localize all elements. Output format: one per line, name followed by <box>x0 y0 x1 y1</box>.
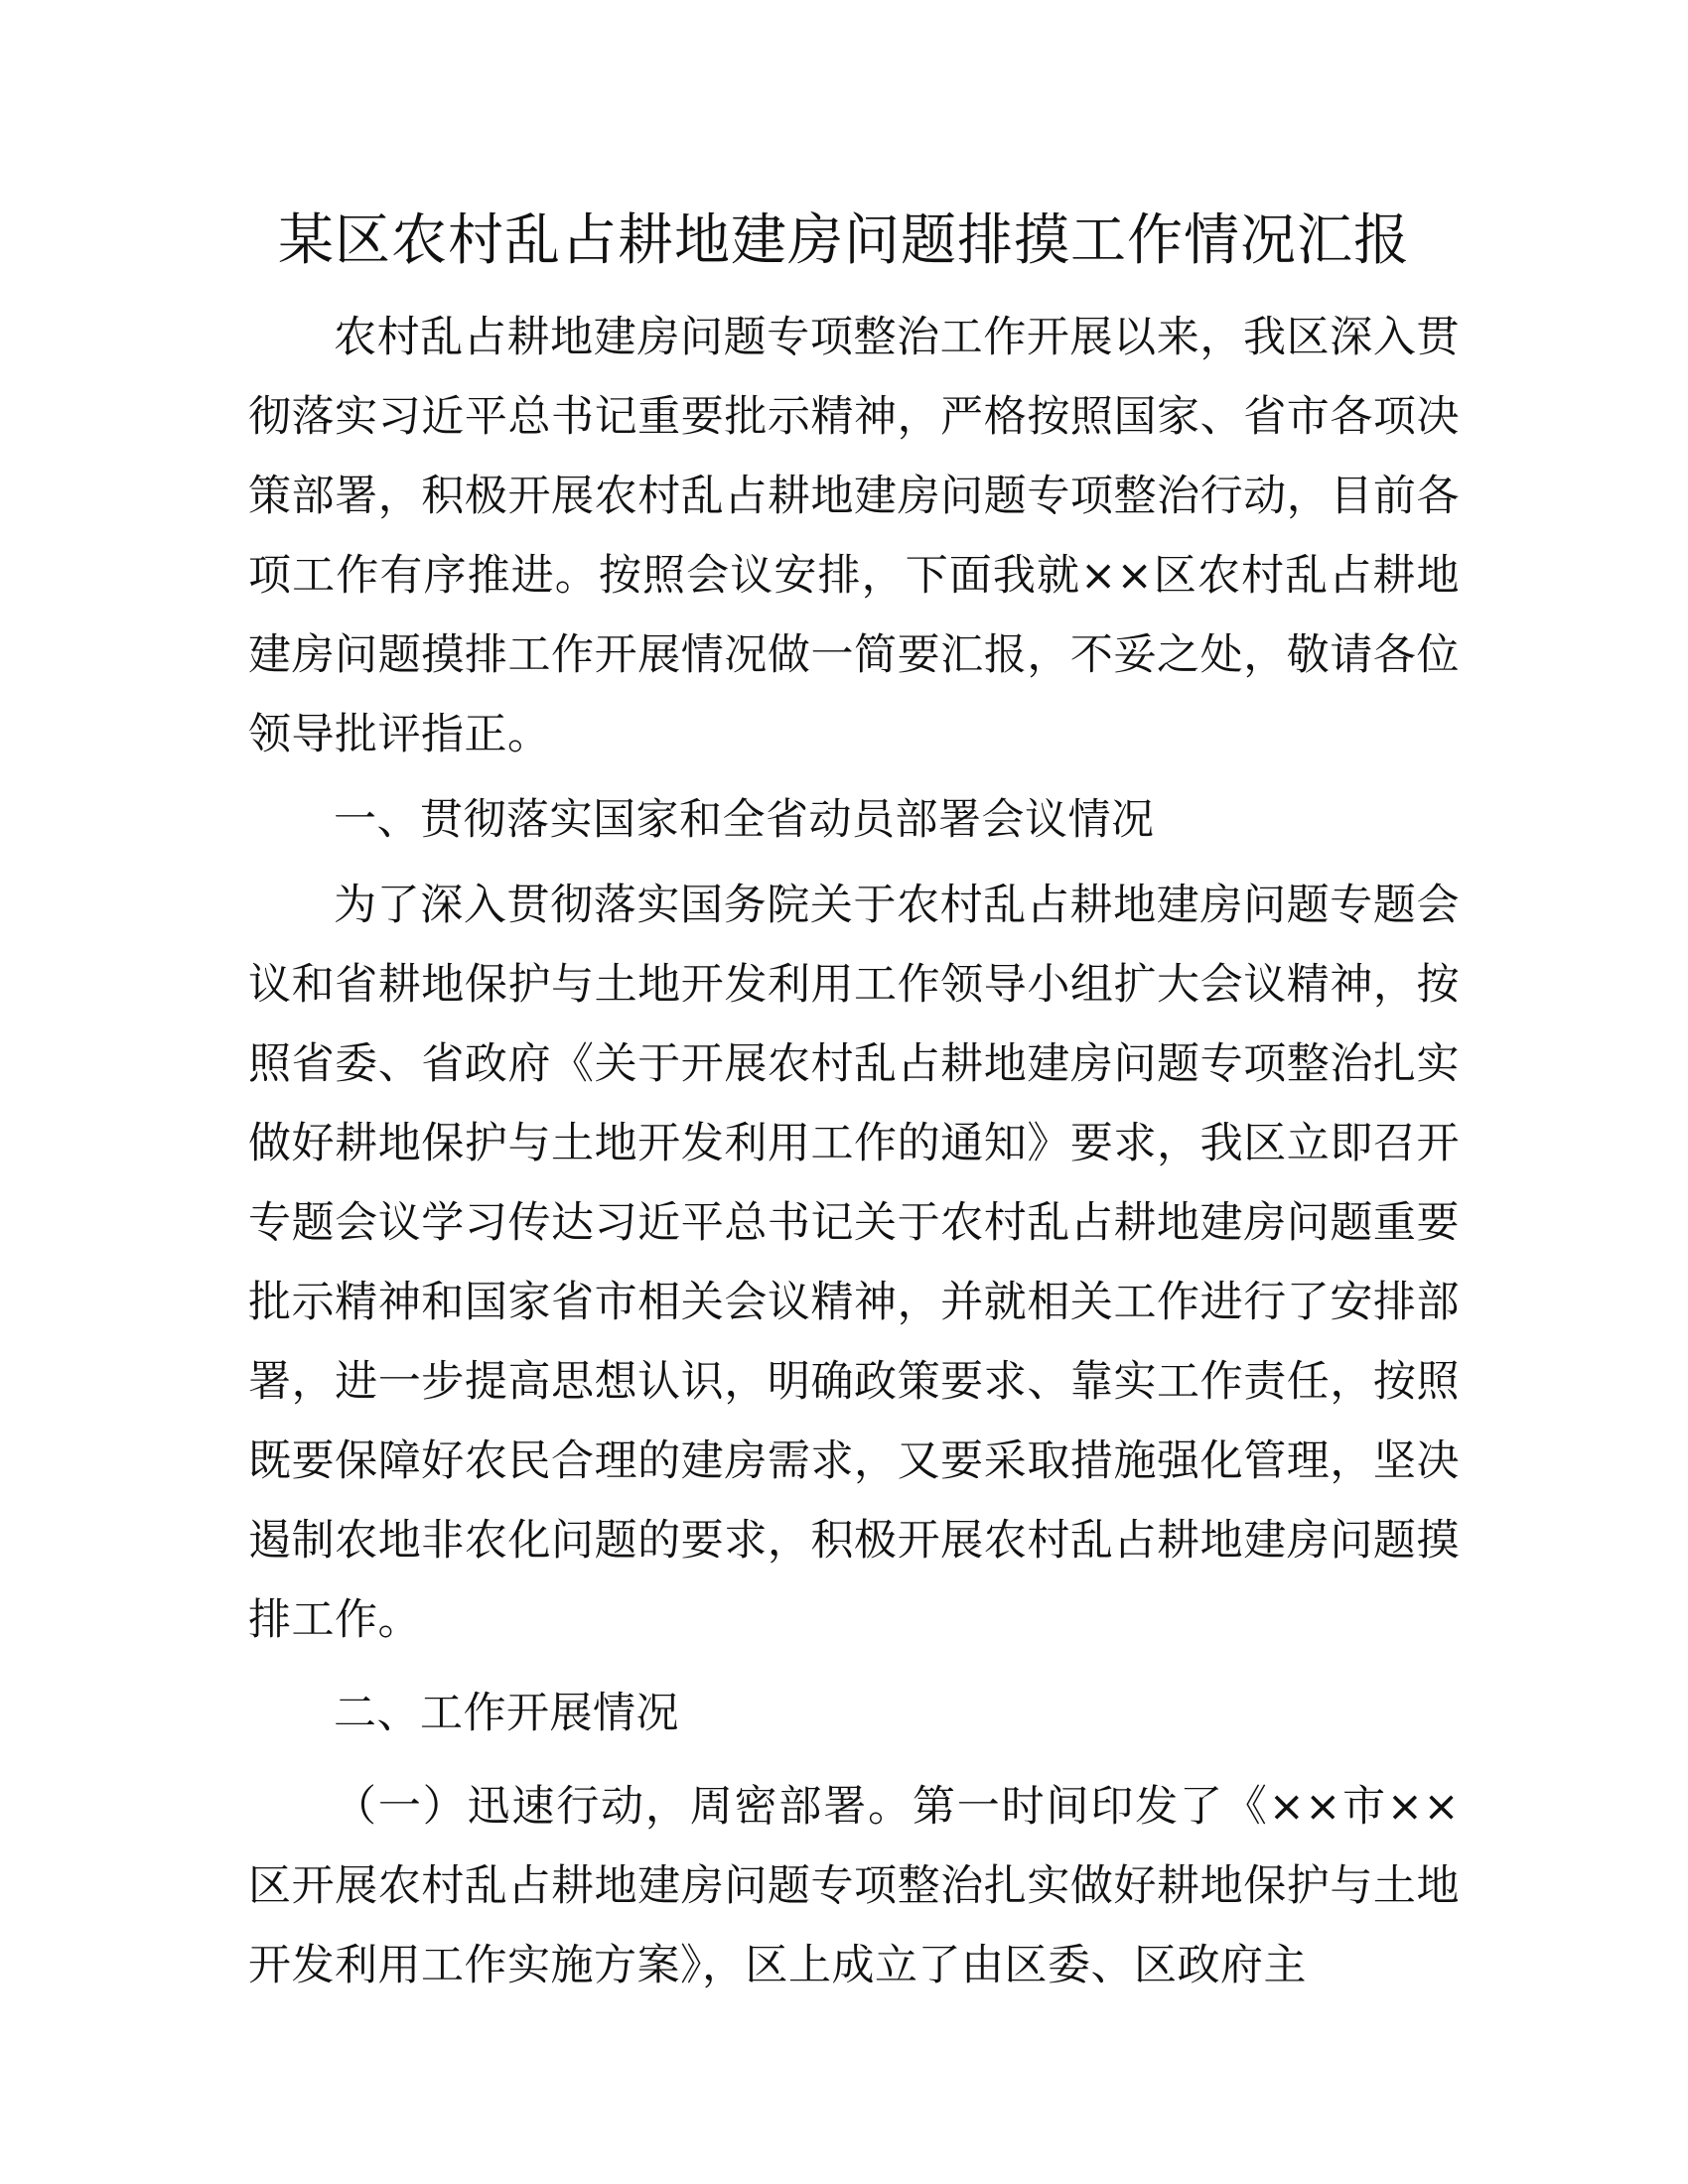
document-body <box>248 298 1460 2005</box>
document-title: 某区农村乱占耕地建房问题排摸工作情况汇报 <box>278 208 1410 273</box>
intro-paragraph: 农村乱占耕地建房问题专项整治工作开展以来，我区深入贯彻落实习近平总书记重要批示精神，严格按照国家、省市各项决策部署，积极开展农村乱占耕地建房问题专项整治行动，目前各项工作有序推进。按照会议安排，下面我就××区农村乱占耕地建房问题摸排工作开展情况做一简要汇报，不妥之处，敬请各位领导批评指正。 <box>248 313 1460 759</box>
section-1-heading: 一、贯彻落实国家和全省动员部署会议情况 <box>334 795 1155 845</box>
section-1-paragraph: 为了深入贯彻落实国务院关于农村乱占耕地建房问题专题会议和省耕地保护与土地开发利用工作领导小组扩大会议精神，按照省委、省政府《关于开展农村乱占耕地建房问题专项整治扎实做好耕地保护与土地开发利用工作的通知》要求，我区立即召开专题会议学习传达习近平总书记关于农村乱占耕地建房问题重要批示精神和国家省市相关会议精神，并就相关工作进行了安排部署，进一步提高思想认识，明确政策要求、靠实工作责任，按照既要保障好农民合理的建房需求，又要采取措施强化管理，坚决遏制农地非农化问题的要求，积极开展农村乱占耕地建房问题摸排工作。 <box>248 881 1460 1645</box>
section-2-paragraph: （一）迅速行动，周密部署。第一时间印发了《××市××区开展农村乱占耕地建房问题专项整治扎实做好耕地保护与土地开发利用工作实施方案》，区上成立了由区委、区政府主 <box>248 1782 1460 1990</box>
section-2-heading: 二、工作开展情况 <box>334 1689 679 1738</box>
